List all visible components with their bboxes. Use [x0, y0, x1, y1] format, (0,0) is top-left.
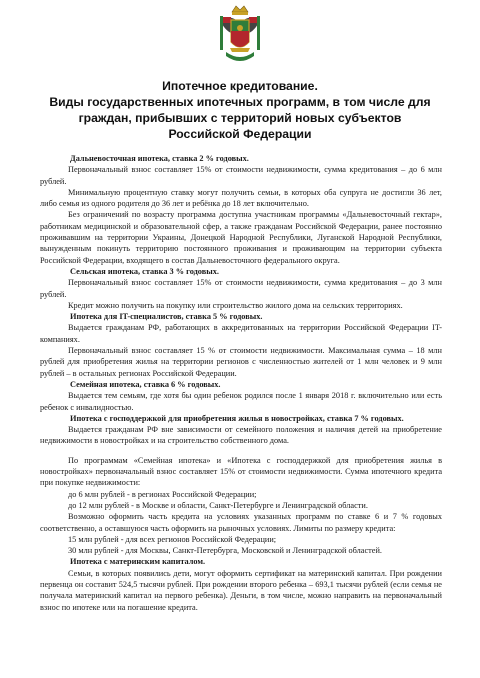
- paragraph: Первоначальный взнос составляет 15 % от стоимости недвижимости. Максимальная сумма – 18 млн рублей для приобретения жилья на территории регионов с численностью жителей от 1 млн человек и 9 млн рублей – в остальных регионах Российской Федерации.: [40, 346, 442, 378]
- section-heading-family: Семейная ипотека, ставка 6 % годовых.: [70, 379, 221, 389]
- document-body: [40, 153, 442, 613]
- paragraph: Возможно оформить часть кредита на условиях указанных программ по ставке 6 и 7 % годовых соответственно, а оставшуюся часть оформить на рыночных условиях. Лимиты по размеру кредита:: [40, 512, 442, 533]
- section-heading-rural: Сельская ипотека, ставка 3 % годовых.: [70, 266, 219, 276]
- paragraph: Первоначальный взнос составляет 15% от стоимости недвижимости, сумма кредитования – до 3 млн рублей.: [40, 278, 442, 299]
- list-item: до 12 млн рублей - в Москве и области, Санкт-Петербурге и Ленинградской области.: [68, 500, 368, 510]
- paragraph: Выдается тем семьям, где хотя бы один ребенок родился после 1 января 2018 г. включительно или есть ребенок с инвалидностью.: [40, 391, 442, 412]
- section-heading-far-east: Дальневосточная ипотека, ставка 2 % годовых.: [70, 154, 249, 163]
- document-title: [40, 78, 440, 142]
- section-heading-maternity: Ипотека с материнским капиталом.: [70, 557, 206, 567]
- paragraph: Первоначальный взнос составляет 15% от стоимости недвижимости, сумма кредитования – до 6 млн рублей.: [40, 165, 442, 186]
- paragraph: Минимальную процентную ставку могут получить семьи, в которых оба супруга не достигли 36 лет, либо семья из одного родителя до 36 лет и ребёнка до 18 лет включительно.: [40, 187, 442, 209]
- list-item: 30 млн рублей - для Москвы, Санкт-Петербурга, Московской и Ленинградской областей.: [68, 546, 382, 556]
- paragraph: Без ограничений по возрасту программа доступна участникам программы «Дальневосточный гектар», работникам медицинской и образовательной сфер, а также гражданам Российской Федерации, ранее постоянно проживавшим на территории Украины, Донецкой Народной Республики, Луганской Народной Республики, вынужденным покинуть территорию постоянного проживания и проживающим на территории субъекта Российской Федерации, входящего в состав Дальневосточного федерального округа.: [40, 210, 442, 265]
- spacer: [40, 447, 442, 455]
- list-item: до 6 млн рублей - в регионах Российской Федерации;: [68, 489, 257, 499]
- list-item: 15 млн рублей - для всех регионов Российской Федерации;: [68, 534, 277, 544]
- paragraph: Выдается гражданам РФ, работающих в аккредитованных на территории Российской Федерации IT-компаниях.: [40, 323, 442, 344]
- title-line-4: Российской Федерации: [168, 127, 312, 141]
- section-heading-it: Ипотека для IT-специалистов, ставка 5 % годовых.: [70, 312, 263, 322]
- title-line-1: Ипотечное кредитование.: [162, 79, 318, 93]
- paragraph: Семьи, в которых появились дети, могут оформить сертификат на материнский капитал. При рождении первенца он составит 524,5 тысячи рублей. При рождении второго ребенка – 693,1 тысячи рублей (если семья не получала материнский капитал на первого ребенка). Деньги, в том числе, можно направить на первоначальный взнос по ипотеке или на погашение кредита.: [40, 568, 442, 612]
- title-line-2: Виды государственных ипотечных программ, в том числе для: [49, 95, 431, 109]
- title-line-3: граждан, прибывших с территорий новых субъектов: [78, 111, 402, 125]
- paragraph: Кредит можно получить на покупку или строительство жилого дома на сельских территориях.: [68, 300, 403, 310]
- paragraph: Выдается гражданам РФ вне зависимости от семейного положения и наличия детей на приобретение недвижимости в новостройках и на строительство собственного дома.: [40, 425, 442, 446]
- krasnodar-coat-of-arms-icon: [218, 4, 262, 66]
- paragraph: По программам «Семейная ипотека» и «Ипотека с господдержкой для приобретения жилья в новостройках» первоначальный взнос составляет 15% от стоимости недвижимости. Сумма ипотечного кредита при покупке недвижимости:: [40, 455, 442, 488]
- section-heading-new-build: Ипотека с господдержкой для приобретения жилья в новостройках, ставка 7 % годовых.: [70, 413, 404, 423]
